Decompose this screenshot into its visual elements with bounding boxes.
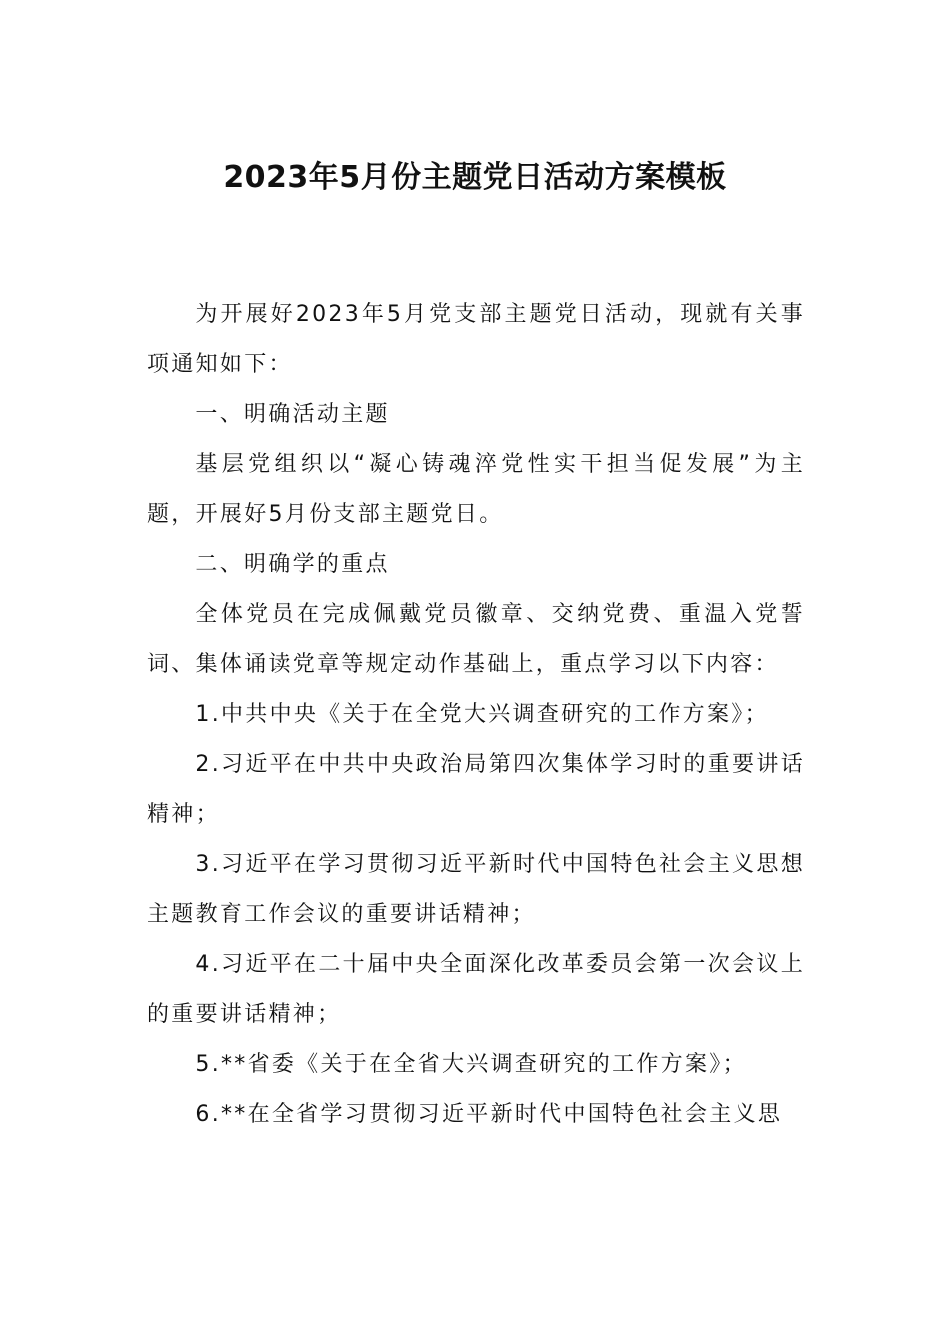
section-heading-theme: 一、明确活动主题 [195, 402, 390, 427]
list-item: 1.中共中央《关于在全党大兴调查研究的工作方案》； [195, 702, 769, 727]
document-body [147, 290, 805, 1140]
section-heading-study-focus: 二、明确学的重点 [195, 552, 390, 577]
paragraph-study-focus: 全体党员在完成佩戴党员徽章、交纳党费、重温入党誓词、集体诵读党章等规定动作基础上，重点学习以下内容： [147, 602, 805, 677]
list-item: 6.**在全省学习贯彻习近平新时代中国特色社会主义思 [195, 1102, 783, 1127]
paragraph-intro: 为开展好2023年5月党支部主题党日活动，现就有关事项通知如下： [147, 302, 805, 377]
document-title: 2023年5月份主题党日活动方案模板 [223, 160, 727, 195]
list-item: 2.习近平在中共中央政治局第四次集体学习时的重要讲话精神； [147, 752, 805, 827]
list-item: 3.习近平在学习贯彻习近平新时代中国特色社会主义思想主题教育工作会议的重要讲话精神； [147, 852, 805, 927]
paragraph-theme: 基层党组织以“凝心铸魂淬党性实干担当促发展”为主题，开展好5月份支部主题党日。 [147, 452, 805, 527]
list-item: 5.**省委《关于在全省大兴调查研究的工作方案》； [195, 1052, 747, 1077]
list-item: 4.习近平在二十届中央全面深化改革委员会第一次会议上的重要讲话精神； [147, 952, 805, 1027]
